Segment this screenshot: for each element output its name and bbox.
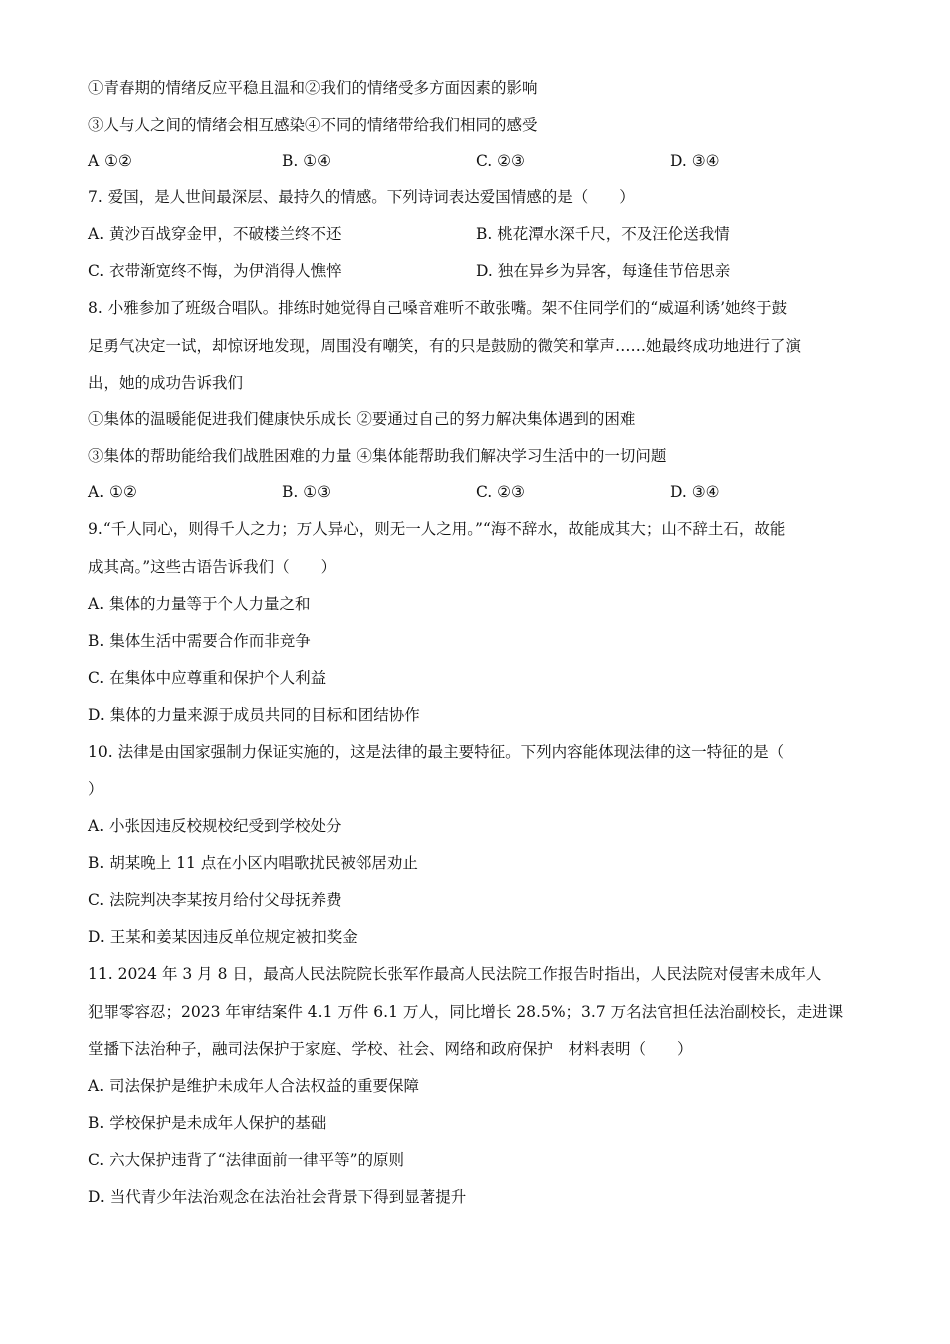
q6-item-line-2: ③人与人之间的情绪会相互感染④不同的情绪带给我们相同的感受: [88, 116, 538, 134]
q8-option-c: C. ②③: [476, 483, 525, 501]
q11-option-c: C. 六大保护违背了“法律面前一律平等”的原则: [88, 1151, 405, 1169]
q11-option-a: A. 司法保护是维护未成年人合法权益的重要保障: [88, 1077, 420, 1095]
q11-stem-line-1: 11. 2024 年 3 月 8 日，最高人民法院院长张军作最高人民法院工作报告时指出，人民法院对侵害未成年人: [88, 965, 822, 983]
q6-option-b: B. ①④: [282, 152, 332, 170]
q7-options-row-1: [88, 224, 868, 244]
q10-stem-line-2: ）: [88, 780, 104, 798]
q8-options: [88, 482, 868, 502]
q8-option-b: B. ①③: [282, 483, 332, 501]
q10-stem-line-1: 10. 法律是由国家强制力保证实施的，这是法律的最主要特征。下列内容能体现法律的这一特征的是（: [88, 743, 785, 761]
q11-option-d: D. 当代青少年法治观念在法治社会背景下得到显著提升: [88, 1188, 467, 1206]
q8-item-line-1: ①集体的温暖能促进我们健康快乐成长 ②要通过自己的努力解决集体遇到的困难: [88, 410, 636, 428]
q9-option-c: C. 在集体中应尊重和保护个人利益: [88, 669, 327, 687]
q7-option-c: C. 衣带渐宽终不悔，为伊消得人憔悴: [88, 262, 342, 280]
q8-stem-line-1: 8. 小雅参加了班级合唱队。排练时她觉得自己嗓音难听不敢张嘴。架不住同学们的“威逼利诱’她终于鼓: [88, 299, 788, 317]
q7-option-a: A. 黄沙百战穿金甲，不破楼兰终不还: [88, 225, 342, 243]
q9-option-a: A. 集体的力量等于个人力量之和: [88, 595, 311, 613]
q6-item-line-1: ①青春期的情绪反应平稳且温和②我们的情绪受多方面因素的影响: [88, 79, 538, 97]
q8-option-d: D. ③④: [670, 483, 720, 501]
q11-stem-line-3: 堂播下法治种子，融司法保护于家庭、学校、社会、网络和政府保护 材料表明（ ）: [88, 1040, 693, 1058]
q11-option-b: B. 学校保护是未成年人保护的基础: [88, 1114, 327, 1132]
q11-stem-line-2: 犯罪零容忍；2023 年审结案件 4.1 万件 6.1 万人，同比增长 28.5%；3.7 万名法官担任法治副校长，走进课: [88, 1003, 844, 1021]
q9-stem-line-1: 9.“千人同心，则得千人之力；万人异心，则无一人之用。”“海不辞水，故能成其大；山不辞土石，故能: [88, 520, 786, 538]
q9-stem-line-2: 成其高。”这些古语告诉我们（ ）: [88, 558, 337, 576]
q7-stem: 7. 爱国，是人世间最深层、最持久的情感。下列诗词表达爱国情感的是（ ）: [88, 188, 635, 206]
q7-option-b: B. 桃花潭水深千尺，不及汪伦送我情: [476, 225, 730, 243]
q10-option-b: B. 胡某晚上 11 点在小区内唱歌扰民被邻居劝止: [88, 854, 418, 872]
q8-stem-line-3: 出，她的成功告诉我们: [88, 374, 244, 392]
q9-option-b: B. 集体生活中需要合作而非竞争: [88, 632, 311, 650]
q10-option-d: D. 王某和姜某因违反单位规定被扣奖金: [88, 928, 358, 946]
q6-option-d: D. ③④: [670, 152, 720, 170]
q8-stem-line-2: 足勇气决定一试，却惊讶地发现，周围没有嘲笑，有的只是鼓励的微笑和掌声……她最终成功地进行了演: [88, 337, 802, 355]
q10-option-c: C. 法院判决李某按月给付父母抚养费: [88, 891, 342, 909]
q7-option-d: D. 独在异乡为异客，每逢佳节倍思亲: [476, 262, 731, 280]
q10-option-a: A. 小张因违反校规校纪受到学校处分: [88, 817, 342, 835]
q6-option-a: A ①②: [88, 152, 132, 170]
q6-option-c: C. ②③: [476, 152, 525, 170]
q6-options: [88, 151, 868, 171]
q9-option-d: D. 集体的力量来源于成员共同的目标和团结协作: [88, 706, 420, 724]
q8-item-line-2: ③集体的帮助能给我们战胜困难的力量 ④集体能帮助我们解决学习生活中的一切问题: [88, 447, 667, 465]
q7-options-row-2: [88, 261, 868, 281]
q8-option-a: A. ①②: [88, 483, 137, 501]
